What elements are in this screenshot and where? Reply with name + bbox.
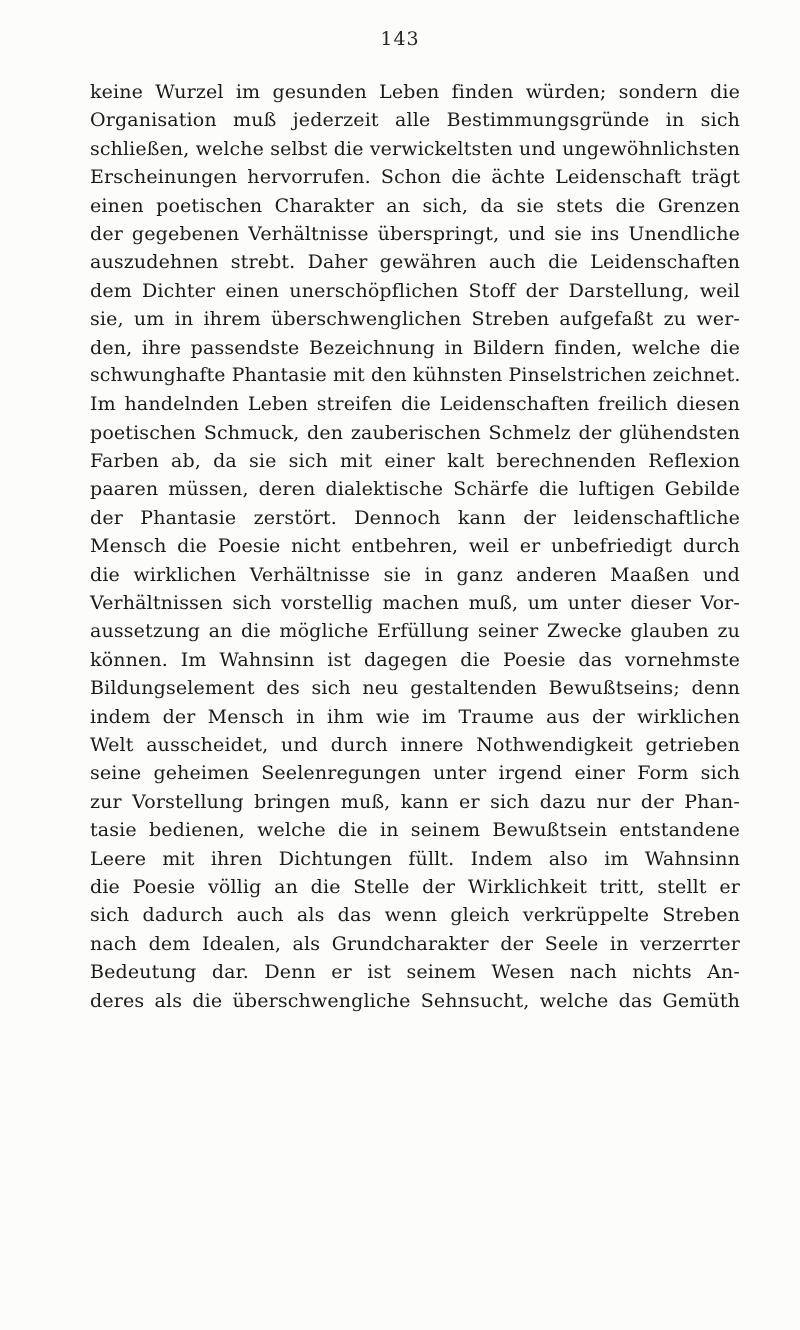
- text-line: der Phantasie zerstört. Dennoch kann der leidenschaftliche: [90, 506, 740, 529]
- text-line: Im handelnden Leben streifen die Leidenschaften freilich diesen: [90, 393, 740, 416]
- text-line: indem der Mensch in ihm wie im Traume aus der wirklichen: [90, 705, 740, 728]
- text-line: dem Dichter einen unerschöpflichen Stoff der Darstellung, weil: [90, 279, 740, 302]
- text-line: der gegebenen Verhältnisse überspringt, und sie ins Unendliche: [90, 222, 740, 245]
- text-line: die wirklichen Verhältnisse sie in ganz anderen Maaßen und: [90, 563, 740, 586]
- text-line: aussetzung an die mögliche Erfüllung seiner Zwecke glauben zu: [90, 620, 740, 643]
- text-line: sie, um in ihrem überschwenglichen Streben aufgefaßt zu wer-: [90, 308, 740, 331]
- text-line: Verhältnissen sich vorstellig machen muß, um unter dieser Vor-: [90, 592, 740, 615]
- text-line: zur Vorstellung bringen muß, kann er sich dazu nur der Phan-: [90, 790, 740, 813]
- text-line: können. Im Wahnsinn ist dagegen die Poesie das vornehmste: [90, 648, 740, 671]
- text-line: schließen, welche selbst die verwickeltsten und ungewöhnlichsten: [90, 137, 740, 160]
- text-line: Organisation muß jederzeit alle Bestimmungsgründe in sich: [90, 109, 740, 132]
- text-line: Bildungselement des sich neu gestaltenden Bewußtseins; denn: [90, 677, 740, 700]
- text-line: seine geheimen Seelenregungen unter irgend einer Form sich: [90, 762, 740, 785]
- text-line: Leere mit ihren Dichtungen füllt. Indem also im Wahnsinn: [90, 847, 740, 870]
- body-text: [90, 78, 740, 1015]
- text-line: auszudehnen strebt. Daher gewähren auch die Leidenschaften: [90, 251, 740, 274]
- text-line: Bedeutung dar. Denn er ist seinem Wesen nach nichts An-: [90, 961, 740, 984]
- text-line: einen poetischen Charakter an sich, da sie stets die Grenzen: [90, 194, 740, 217]
- text-line: sich dadurch auch als das wenn gleich verkrüppelte Streben: [90, 904, 740, 927]
- text-line: Mensch die Poesie nicht entbehren, weil er unbefriedigt durch: [90, 535, 740, 558]
- text-line: den, ihre passendste Bezeichnung in Bildern finden, welche die: [90, 336, 740, 359]
- text-line: schwunghafte Phantasie mit den kühnsten Pinselstrichen zeichnet.: [90, 364, 741, 386]
- text-line: die Poesie völlig an die Stelle der Wirklichkeit tritt, stellt er: [90, 875, 740, 898]
- text-line: Welt ausscheidet, und durch innere Nothwendigkeit getrieben: [90, 733, 740, 756]
- text-line: nach dem Idealen, als Grundcharakter der Seele in verzerrter: [90, 932, 740, 955]
- text-line: paaren müssen, deren dialektische Schärfe die luftigen Gebilde: [90, 478, 740, 501]
- text-line: keine Wurzel im gesunden Leben finden würden; sondern die: [90, 81, 740, 103]
- page-number: 143: [380, 28, 420, 50]
- text-line: Farben ab, da sie sich mit einer kalt berechnenden Reflexion: [90, 450, 740, 473]
- text-line: Erscheinungen hervorrufen. Schon die ächte Leidenschaft trägt: [90, 166, 740, 189]
- text-line: tasie bedienen, welche die in seinem Bewußtsein entstandene: [90, 819, 740, 842]
- text-line: deres als die überschwengliche Sehnsucht, welche das Gemüth: [90, 989, 740, 1012]
- text-line: poetischen Schmuck, den zauberischen Schmelz der glühendsten: [90, 421, 740, 444]
